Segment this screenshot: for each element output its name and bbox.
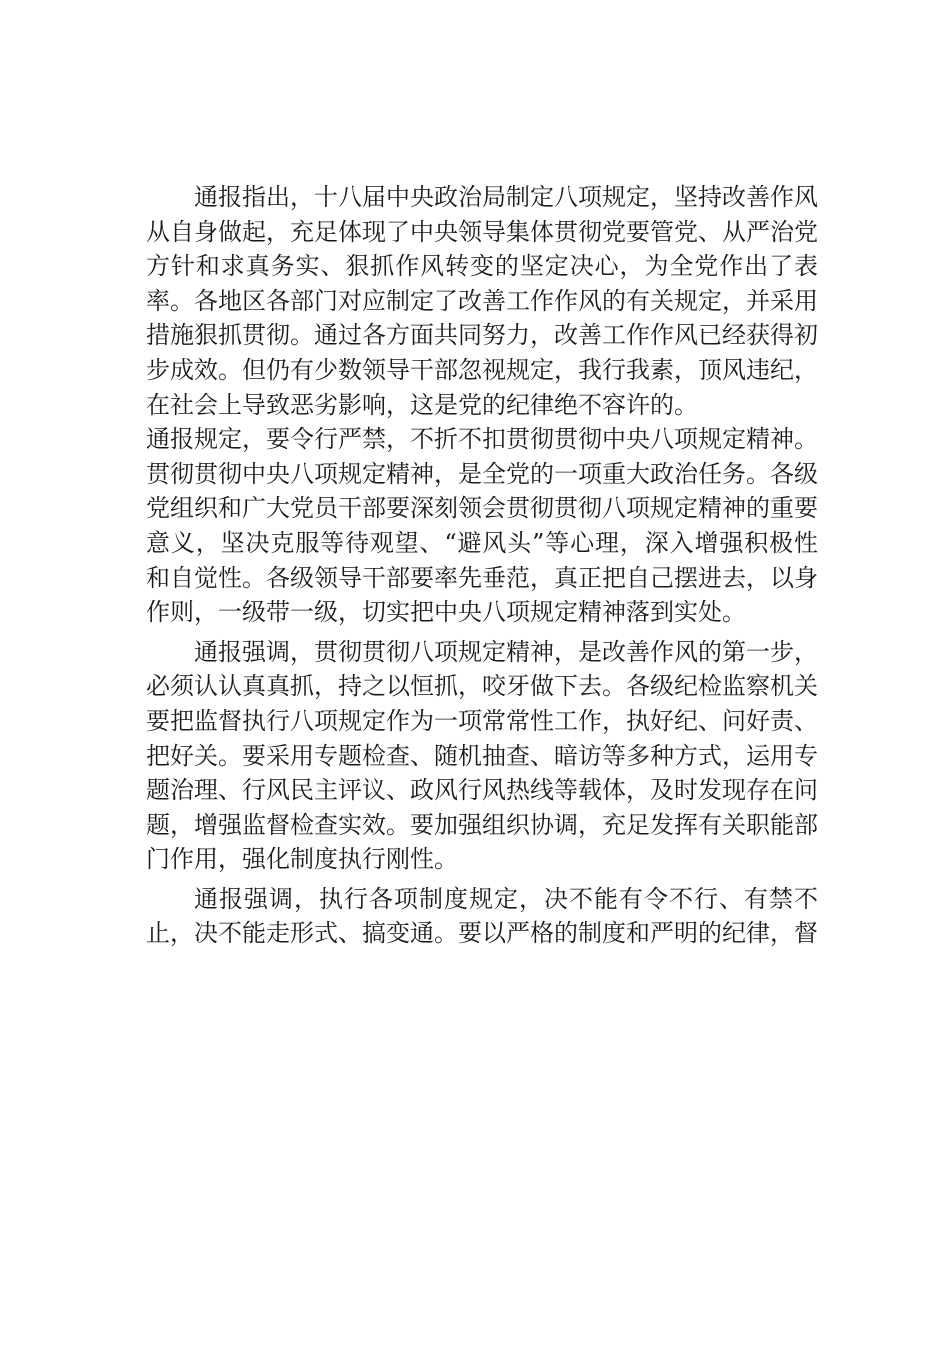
document-body — [146, 180, 818, 951]
paragraph-2: 通报规定，要令行严禁，不折不扣贯彻贯彻中央八项规定精神。贯彻贯彻中央八项规定精神，是全党的一项重大政治任务。各级党组织和广大党员干部要深刻领会贯彻贯彻八项规定精神的重要意义，坚决克服等待观望、“避风头”等心理，深入增强积极性和自觉性。各级领导干部要率先垂范，真正把自己摆进去，以身作则，一级带一级，切实把中央八项规定精神落到实处。 — [146, 425, 818, 627]
paragraph-3: 通报强调，贯彻贯彻八项规定精神，是改善作风的第一步，必须认认真真抓，持之以恒抓，咬牙做下去。各级纪检监察机关要把监督执行八项规定作为一项常常性工作，执好纪、问好责、把好关。要采用专题检查、随机抽查、暗访等多种方式，运用专题治理、行风民主评议、政风行风热线等载体，及时发现存在问题，增强监督检查实效。要加强组织协调，充足发挥有关职能部门作用，强化制度执行刚性。 — [146, 637, 818, 874]
paragraph-4: 通报强调，执行各项制度规定，决不能有令不行、有禁不止，决不能走形式、搞变通。要以严格的制度和严明的纪律，督 — [146, 884, 818, 948]
paragraph-1: 通报指出，十八届中央政治局制定八项规定，坚持改善作风从自身做起，充足体现了中央领导集体贯彻党要管党、从严治党方针和求真务实、狠抓作风转变的坚定决心，为全党作出了表率。各地区各部门对应制定了改善工作作风的有关规定，并采用措施狠抓贯彻。通过各方面共同努力，改善工作作风已经获得初步成效。但仍有少数领导干部忽视规定，我行我素，顶风违纪，在社会上导致恶劣影响，这是党的纪律绝不容许的。 — [146, 183, 818, 419]
